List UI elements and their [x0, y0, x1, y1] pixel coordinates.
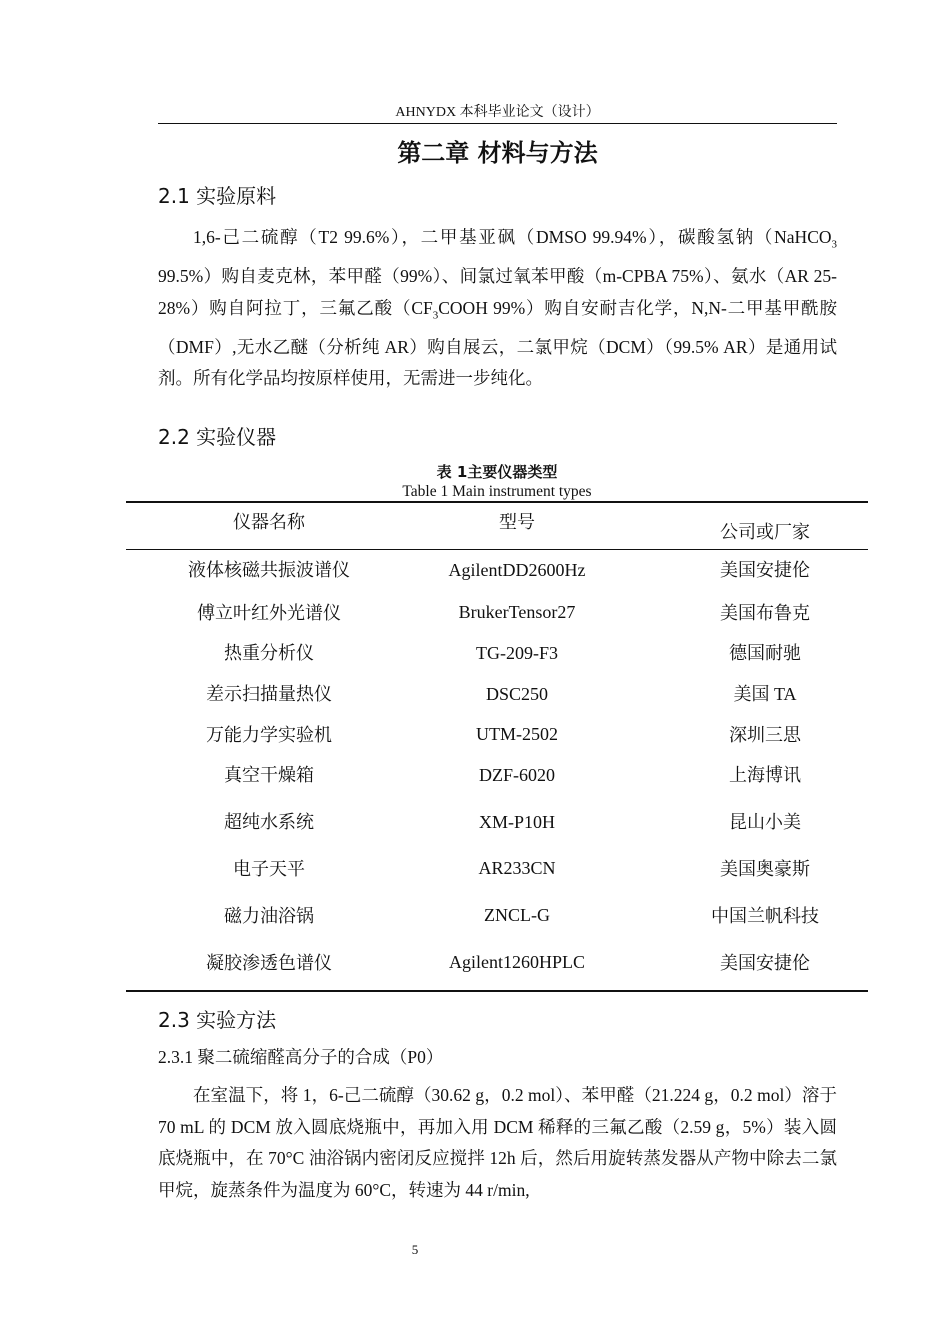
table-cell-company: 昆山小美 [729, 812, 801, 832]
table-cell-model: AR233CN [478, 858, 556, 878]
table-caption-en: Table 1 Main instrument types [402, 483, 592, 500]
table-cell-company: 美国布鲁克 [720, 603, 810, 623]
table-cell-model: Agilent1260HPLC [448, 952, 585, 972]
table-cell-company: 中国兰帆科技 [711, 906, 819, 926]
table-cell-company: 上海博讯 [729, 765, 801, 785]
section-heading-materials: 2.1 实验原料 [158, 184, 277, 208]
table-cell-name: 磁力油浴锅 [224, 906, 314, 926]
table-cell-model: AgilentDD2600Hz [448, 560, 586, 580]
table-cell-model: XM-P10H [478, 812, 555, 832]
table-header-model: 型号 [499, 512, 535, 532]
table-cell-model: DSC250 [485, 684, 548, 704]
table-header-name: 仪器名称 [233, 512, 305, 532]
page-number: 5 [411, 1242, 419, 1257]
table-cell-model: BrukerTensor27 [458, 602, 576, 622]
table-cell-model: ZNCL-G [484, 905, 550, 925]
table-cell-name: 真空干燥箱 [224, 765, 314, 785]
section-heading-instruments: 2.2 实验仪器 [158, 425, 277, 449]
table-cell-company: 深圳三思 [729, 725, 801, 745]
table-cell-model: TG-209-F3 [476, 643, 558, 663]
table-cell-name: 电子天平 [233, 859, 305, 879]
chapter-title: 第二章 材料与方法 [397, 139, 598, 167]
table-caption-cn: 表 1主要仪器类型 [436, 463, 558, 481]
table-top-rule [126, 501, 868, 503]
table-cell-name: 凝胶渗透色谱仪 [206, 953, 332, 973]
table-cell-company: 美国 TA [733, 684, 797, 704]
table-cell-company: 美国安捷伦 [720, 560, 810, 580]
methods-paragraph: 在室温下，将 1，6-己二硫醇（30.62 g，0.2 mol）、苯甲醛（21.224 g，0.2 mol）溶于 70 mL 的 DCM 放入圆底烧瓶中，再加入用 DCM 稀释的三氟乙酸（2.59 g，5%）装入圆底烧瓶中，在 70°C 油浴锅内密闭反应搅拌 12h 后，然后用旋转蒸发器从产物中除去二氯甲烷，旋蒸条件为温度为 60°C，转速为 44 r/min, [158, 1085, 837, 1200]
subsection-heading: 2.3.1 聚二硫缩醛高分子的合成（P0） [158, 1047, 444, 1067]
header-rule [158, 123, 837, 124]
table-header-rule [126, 549, 868, 550]
page-header: AHNYDX 本科毕业论文（设计） [395, 105, 600, 120]
section-heading-methods: 2.3 实验方法 [158, 1008, 277, 1032]
table-cell-model: DZF-6020 [479, 765, 555, 785]
table-cell-name: 傅立叶红外光谱仪 [197, 603, 341, 623]
table-cell-company: 德国耐驰 [729, 643, 801, 663]
table-cell-company: 美国安捷伦 [720, 953, 810, 973]
table-header-company: 公司或厂家 [720, 522, 810, 542]
table-cell-name: 液体核磁共振波谱仪 [188, 560, 350, 580]
table-cell-name: 超纯水系统 [224, 812, 314, 832]
table-cell-company: 美国奥豪斯 [720, 859, 810, 879]
materials-paragraph: 1,6-己二硫醇（T2 99.6%），二甲基亚砜（DMSO 99.94%），碳酸氢钠（NaHCO$_3$ 99.5%）购自麦克林，苯甲醛（99%）、间氯过氧苯甲酸（m-CPBA 75%）、氨水（AR 25-28%）购自阿拉丁，三氟乙酸（$CF_3COOH$ 99%）购自安耐吉化学，N,N-二甲基甲酰胺（DMF）,无水乙醚（分析纯 AR）购自展云，二氯甲烷（DCM）（99.5% AR）是通用试剂。所有化学品均按原样使用，无需进一步纯化。 [158, 227, 837, 389]
table-cell-name: 差示扫描量热仪 [206, 684, 332, 704]
table-cell-model: UTM-2502 [476, 724, 558, 744]
table-cell-name: 热重分析仪 [224, 643, 314, 663]
table-cell-name: 万能力学实验机 [206, 725, 332, 745]
table-bottom-rule [126, 990, 868, 992]
